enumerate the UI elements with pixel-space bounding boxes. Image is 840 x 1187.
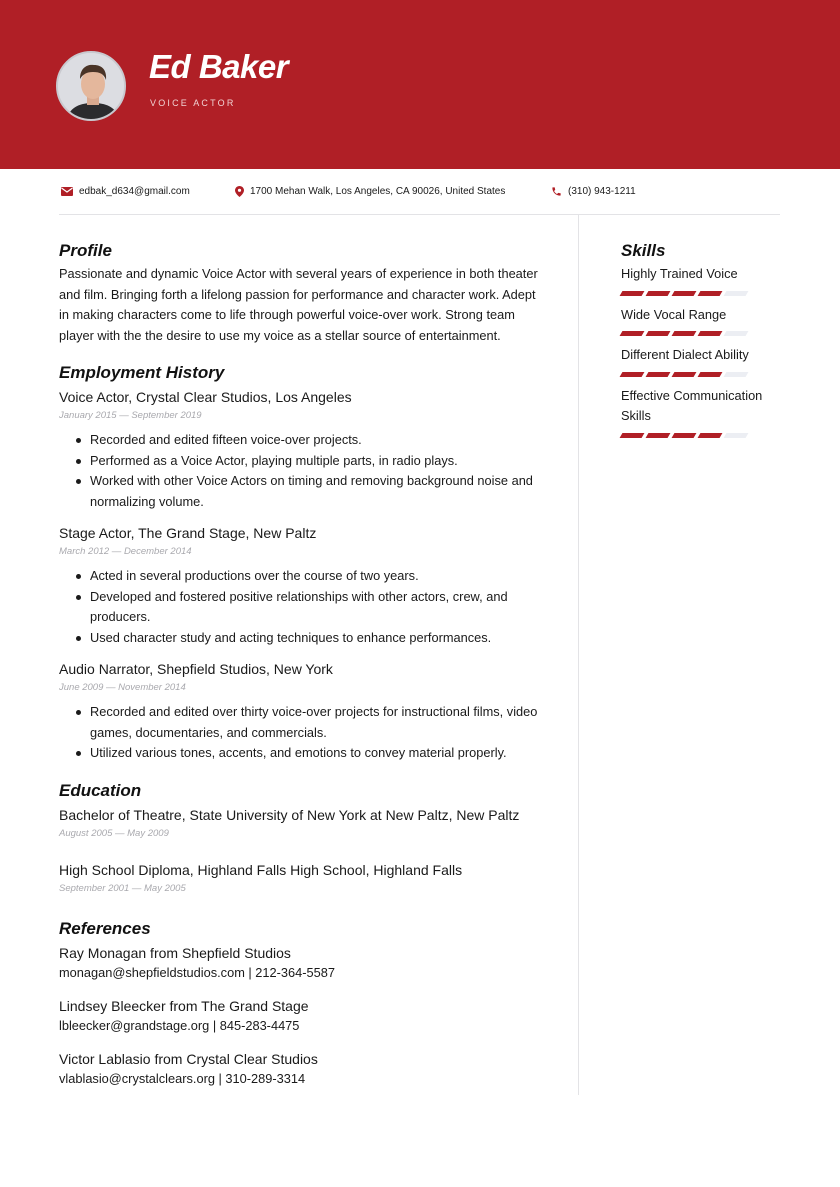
skill-item — [621, 305, 786, 337]
skill-segment-filled — [698, 372, 723, 377]
address-text: 1700 Mehan Walk, Los Angeles, CA 90026, United States — [250, 186, 506, 197]
education-dates: August 2005 — May 2009 — [59, 827, 169, 839]
job-entry — [59, 659, 549, 764]
skill-segment-filled — [646, 331, 671, 336]
job-title: Stage Actor, The Grand Stage, New Paltz — [59, 525, 317, 541]
job-title: Voice Actor, Crystal Clear Studios, Los Angeles — [59, 389, 352, 405]
skill-segment-filled — [646, 291, 671, 296]
skill-level-bar — [621, 291, 786, 296]
education-entry — [59, 860, 549, 896]
reference-contact: monagan@shepfieldstudios.com | 212-364-5587 — [59, 964, 335, 980]
skill-level-bar — [621, 331, 786, 336]
main-column — [59, 240, 549, 1089]
skill-segment-empty — [724, 372, 749, 377]
contact-email[interactable] — [61, 186, 190, 197]
skills-heading: Skills — [621, 241, 666, 260]
skill-segment-filled — [672, 433, 697, 438]
education-heading: Education — [59, 780, 142, 800]
list-item: Worked with other Voice Actors on timing and removing background noise and normalizing volume. — [90, 471, 549, 512]
skill-segment-filled — [620, 331, 645, 336]
skills-list — [621, 264, 786, 438]
job-bullets — [59, 566, 549, 648]
references-heading: References — [59, 918, 151, 938]
list-item: Performed as a Voice Actor, playing multiple parts, in radio plays. — [90, 451, 549, 472]
job-bullets — [59, 430, 549, 512]
location-pin-icon — [235, 186, 244, 197]
reference-entry — [59, 943, 549, 983]
mail-icon — [61, 187, 73, 196]
header-banner — [0, 0, 840, 169]
job-role: VOICE ACTOR — [150, 98, 236, 108]
skill-segment-filled — [672, 372, 697, 377]
degree-title: Bachelor of Theatre, State University of New York at New Paltz, New Paltz — [59, 806, 520, 823]
skill-item — [621, 386, 786, 438]
list-item: Developed and fostered positive relationships with other actors, crew, and producers. — [90, 587, 549, 628]
person-photo-icon — [58, 53, 126, 121]
skill-segment-filled — [698, 331, 723, 336]
skill-name: Effective Communication Skills — [621, 387, 763, 423]
employment-heading: Employment History — [59, 363, 225, 382]
skill-segment-filled — [646, 372, 671, 377]
skill-segment-filled — [698, 433, 723, 438]
job-dates: January 2015 — September 2019 — [59, 410, 202, 421]
phone-text: (310) 943-1211 — [568, 186, 636, 197]
education-dates: September 2001 — May 2005 — [59, 882, 186, 894]
skill-segment-filled — [620, 433, 645, 438]
skill-segment-filled — [646, 433, 671, 438]
list-item: Recorded and edited over thirty voice-over projects for instructional films, video games, documentaries, and commercials. — [90, 702, 549, 743]
header-divider — [59, 214, 780, 215]
reference-entry — [59, 996, 549, 1036]
phone-icon — [551, 186, 562, 197]
skill-level-bar — [621, 433, 786, 438]
profile-text: Passionate and dynamic Voice Actor with several years of experience in both theater and film. Bringing forth a lifelong passion for performance and character work. Adept in making characters come to life through powerful voice-over work. Strong team player with the the desire to use my voice as a stellar source of entertainment. — [59, 266, 538, 343]
email-text: edbak_d634@gmail.com — [79, 186, 190, 197]
skill-segment-filled — [672, 291, 697, 296]
reference-name: Ray Monagan from Shepfield Studios — [59, 944, 291, 961]
reference-contact: vlablasio@crystalclears.org | 310-289-3314 — [59, 1070, 306, 1086]
job-entry — [59, 523, 549, 648]
contact-address — [235, 186, 505, 197]
profile-section — [59, 240, 549, 346]
skill-level-bar — [621, 372, 786, 377]
education-section — [59, 780, 549, 896]
skill-segment-empty — [724, 291, 749, 296]
skill-item — [621, 345, 786, 377]
list-item: Used character study and acting techniques to enhance performances. — [90, 628, 549, 649]
avatar — [56, 51, 126, 121]
skill-segment-filled — [672, 331, 697, 336]
job-entry — [59, 387, 549, 512]
list-item: Utilized various tones, accents, and emotions to convey material properly. — [90, 743, 549, 764]
degree-title: High School Diploma, Highland Falls High School, Highland Falls — [59, 861, 463, 878]
job-bullets — [59, 702, 549, 764]
skill-item — [621, 264, 786, 296]
employment-section — [59, 362, 549, 764]
job-dates: March 2012 — December 2014 — [59, 546, 192, 557]
reference-contact: lbleecker@grandstage.org | 845-283-4475 — [59, 1017, 300, 1033]
reference-name: Victor Lablasio from Crystal Clear Studios — [59, 1050, 318, 1067]
education-entry — [59, 805, 549, 841]
job-title: Audio Narrator, Shepfield Studios, New York — [59, 661, 333, 677]
references-section — [59, 918, 549, 1089]
contact-phone[interactable] — [551, 186, 636, 197]
skill-segment-empty — [724, 331, 749, 336]
skill-segment-filled — [620, 291, 645, 296]
skill-name: Different Dialect Ability — [621, 347, 749, 362]
skill-name: Highly Trained Voice — [621, 266, 738, 281]
column-divider — [578, 215, 579, 1095]
profile-heading: Profile — [59, 241, 112, 260]
job-dates: June 2009 — November 2014 — [59, 682, 186, 693]
reference-entry — [59, 1049, 549, 1089]
list-item: Recorded and edited fifteen voice-over projects. — [90, 430, 549, 451]
skill-segment-filled — [620, 372, 645, 377]
person-name: Ed Baker — [149, 48, 289, 85]
contact-bar — [0, 186, 840, 204]
skills-column — [621, 240, 786, 447]
skill-segment-empty — [724, 433, 749, 438]
skill-segment-filled — [698, 291, 723, 296]
list-item: Acted in several productions over the course of two years. — [90, 566, 549, 587]
skill-name: Wide Vocal Range — [621, 306, 727, 322]
reference-name: Lindsey Bleecker from The Grand Stage — [59, 997, 309, 1014]
